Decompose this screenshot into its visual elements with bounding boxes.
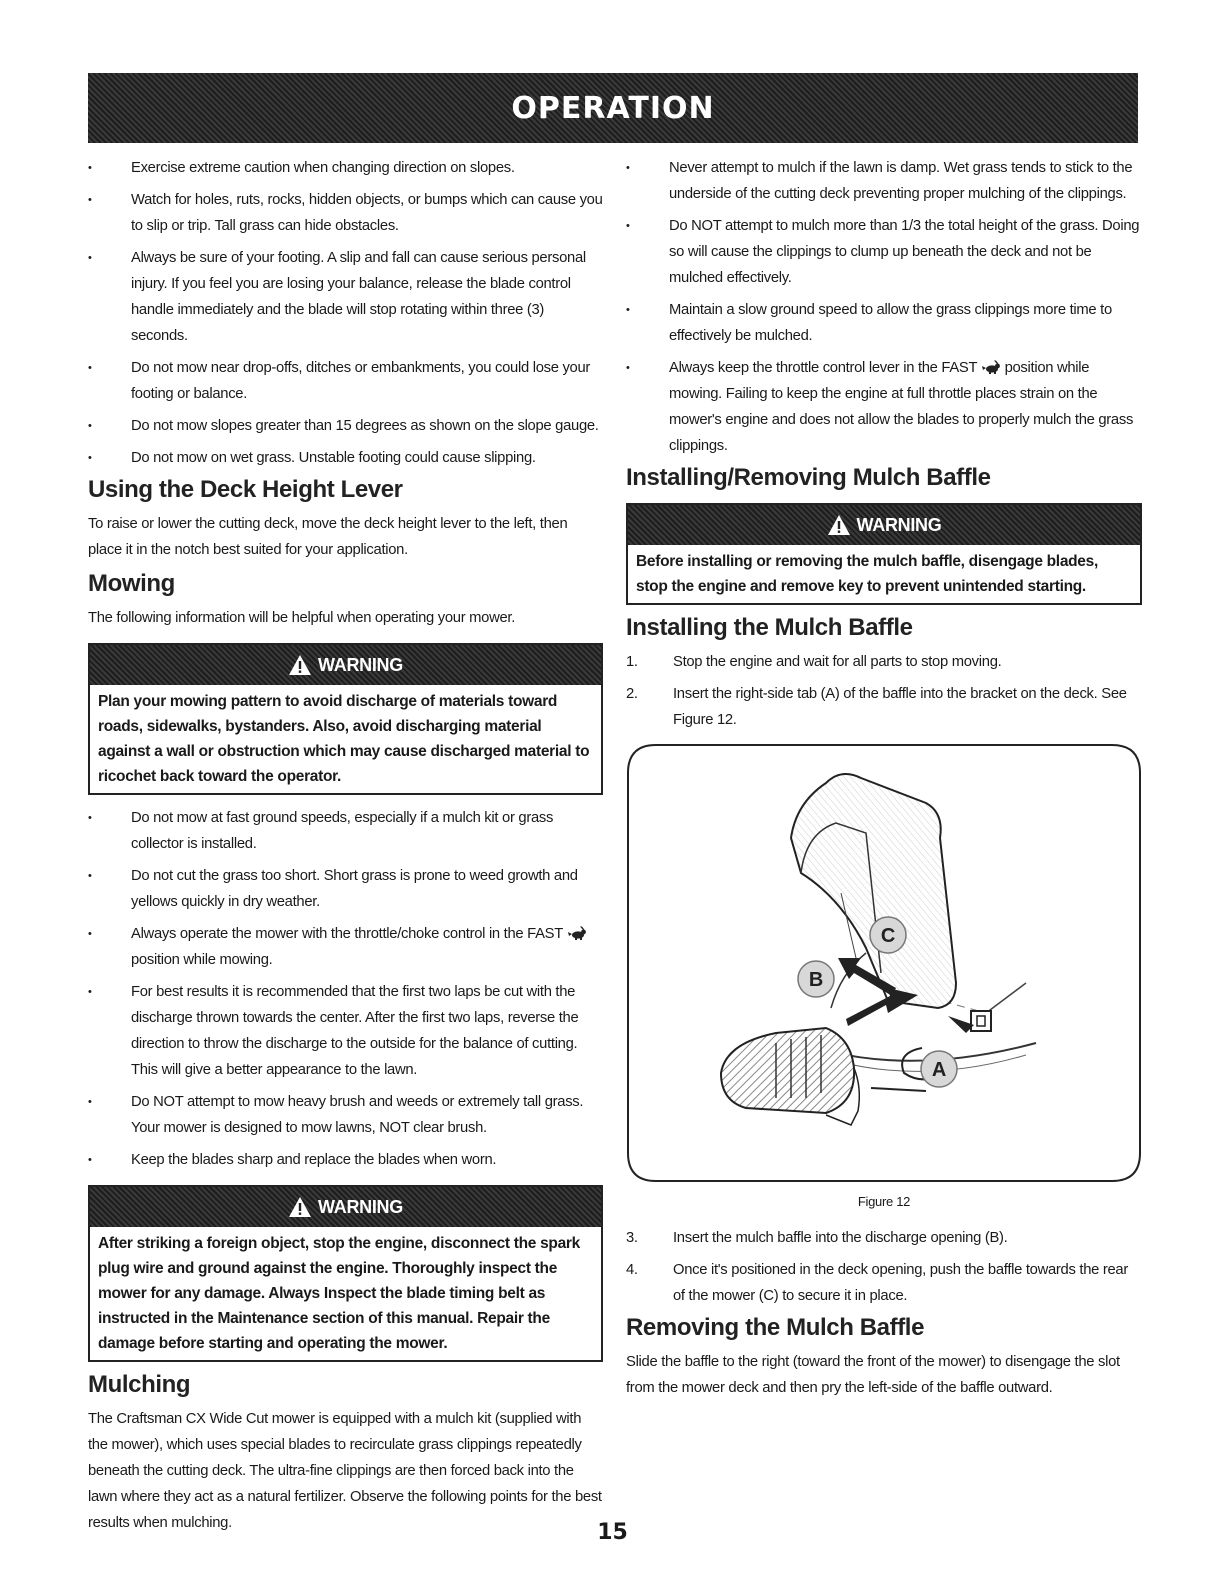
section-banner <box>88 73 1138 143</box>
list-item: • Do not mow on wet grass. Unstable footing could cause slipping. <box>88 445 603 471</box>
list-item-text: position while mowing. Failing to keep the engine at full throttle places strain on the mower's engine and does not allow the blades to properly mulch the grass clippings. <box>669 360 1134 454</box>
warning-box-baffle <box>626 503 1142 605</box>
remove-baffle-heading: Removing the Mulch Baffle <box>626 1314 925 1341</box>
list-item <box>88 921 603 973</box>
step-text: Insert the right-side tab (A) of the baffle into the bracket on the deck. See Figure 12. <box>673 686 1127 728</box>
install-baffle-heading: Installing the Mulch Baffle <box>626 614 913 641</box>
remove-baffle-text: Slide the baffle to the right (toward the front of the mower) to disengage the slot from the mower deck and then pry the left-side of the baffle outward. <box>626 1354 1120 1396</box>
list-item: • Maintain a slow ground speed to allow the grass clippings more time to effectively be mulched. <box>626 297 1142 349</box>
warning-title: WARNING <box>318 655 403 675</box>
warning-title: WARNING <box>318 1197 403 1217</box>
list-item-text: position while mowing. <box>131 952 273 968</box>
list-item <box>626 681 1142 733</box>
list-item: • Do not mow slopes greater than 15 degrees as shown on the slope gauge. <box>88 413 603 439</box>
list-item <box>626 355 1142 459</box>
warning-box-mowing <box>88 643 603 795</box>
list-item-text: Always operate the mower with the throttle/choke control in the FAST <box>131 926 563 942</box>
install-steps-list <box>626 649 1142 733</box>
mulching-heading: Mulching <box>88 1371 191 1398</box>
step-number: 1. <box>626 654 638 670</box>
list-item: • Do not mow near drop-offs, ditches or embankments, you could lose your footing or balance. <box>88 355 603 407</box>
list-item: • Do not mow at fast ground speeds, especially if a mulch kit or grass collector is installed. <box>88 805 603 857</box>
list-item-text: Always keep the throttle control lever in the FAST <box>669 360 977 376</box>
callout-a-label: A <box>931 1059 947 1081</box>
callout-c-label: C <box>880 925 896 947</box>
warning-triangle-icon <box>288 654 312 676</box>
warning-triangle-icon <box>827 514 851 536</box>
list-item <box>626 649 1142 675</box>
mulch-baffle-diagram <box>626 743 1142 1183</box>
warning-text: Before installing or removing the mulch baffle, disengage blades, stop the engine and remove key to prevent unintended starting. <box>636 553 1098 595</box>
list-item <box>626 1225 1142 1251</box>
rabbit-fast-icon <box>981 360 1001 374</box>
mowing-heading: Mowing <box>88 570 175 597</box>
mulching-text: The Craftsman CX Wide Cut mower is equipped with a mulch kit (supplied with the mower), which uses special blades to recirculate grass clippings repeatedly beneath the cutting deck. The ultra-fine clippings are then forced back into the lawn where they act as a natural fertilizer. Observe the following points for the best results when mulching. <box>88 1411 602 1531</box>
list-item: • Always be sure of your footing. A slip and fall can cause serious personal injury. If you feel you are losing your balance, release the blade control handle immediately and the blade will stop rotating within three (3) seconds. <box>88 245 603 349</box>
right-column <box>626 155 1142 1409</box>
step-text: Insert the mulch baffle into the discharge opening (B). <box>673 1230 1008 1246</box>
warning-header <box>628 505 1140 545</box>
list-item <box>626 1257 1142 1309</box>
list-item: • Keep the blades sharp and replace the blades when worn. <box>88 1147 603 1173</box>
deck-height-text: To raise or lower the cutting deck, move the deck height lever to the left, then place it in the notch best suited for your application. <box>88 516 568 558</box>
figure-caption: Figure 12 <box>857 1194 911 1209</box>
callout-c <box>870 917 906 953</box>
mowing-bullet-list <box>88 805 603 1173</box>
warning-text: After striking a foreign object, stop the engine, disconnect the spark plug wire and ground against the engine. Thoroughly inspect the mower for any damage. Always Inspect the blade timing belt as instructed in the Maintenance section of this manual. Repair the damage before starting and operating the mower. <box>98 1235 580 1352</box>
deck-height-heading: Using the Deck Height Lever <box>88 476 403 503</box>
callout-b-label: B <box>808 969 824 991</box>
warning-box-foreign-object <box>88 1185 603 1362</box>
list-item: • Do not cut the grass too short. Short grass is prone to weed growth and yellows quickly in dry weather. <box>88 863 603 915</box>
mulch-bullet-list <box>626 155 1142 459</box>
step-number: 3. <box>626 1230 638 1246</box>
page-number: 15 <box>597 1520 628 1545</box>
list-item: • Exercise extreme caution when changing direction on slopes. <box>88 155 603 181</box>
warning-header <box>90 645 601 685</box>
install-steps-list-continued <box>626 1225 1142 1309</box>
warning-title: WARNING <box>856 515 942 535</box>
list-item: • Do NOT attempt to mow heavy brush and weeds or extremely tall grass. Your mower is designed to mow lawns, NOT clear brush. <box>88 1089 603 1141</box>
warning-text: Plan your mowing pattern to avoid discharge of materials toward roads, sidewalks, bystanders. Also, avoid discharging material against a wall or obstruction which may cause discharged material to ricochet back toward the operator. <box>98 693 590 785</box>
callout-a <box>921 1051 957 1087</box>
callout-b <box>798 961 834 997</box>
step-number: 2. <box>626 686 638 702</box>
left-column <box>88 155 603 1544</box>
step-text: Once it's positioned in the deck opening, push the baffle towards the rear of the mower (C) to secure it in place. <box>673 1262 1128 1304</box>
safety-bullet-list <box>88 155 603 471</box>
list-item: • Do NOT attempt to mulch more than 1/3 the total height of the grass. Doing so will cause the clippings to clump up beneath the deck and not be mulched effectively. <box>626 213 1142 291</box>
section-title: OPERATION <box>511 90 715 126</box>
list-item: • For best results it is recommended that the first two laps be cut with the discharge thrown towards the center. After the first two laps, reverse the direction to throw the discharge to the outside for the balance of cutting. This will give a better appearance to the lawn. <box>88 979 603 1083</box>
rabbit-fast-icon <box>567 926 587 940</box>
list-item: • Watch for holes, ruts, rocks, hidden objects, or bumps which can cause you to slip or trip. Tall grass can hide obstacles. <box>88 187 603 239</box>
warning-header <box>90 1187 601 1227</box>
list-item: • Never attempt to mulch if the lawn is damp. Wet grass tends to stick to the underside of the cutting deck preventing proper mulching of the clippings. <box>626 155 1142 207</box>
step-text: Stop the engine and wait for all parts to stop moving. <box>673 654 1002 670</box>
warning-triangle-icon <box>288 1196 312 1218</box>
mulch-baffle-heading: Installing/Removing Mulch Baffle <box>626 464 991 491</box>
figure-12-illustration <box>626 743 1142 1183</box>
mowing-text: The following information will be helpful when operating your mower. <box>88 610 516 626</box>
step-number: 4. <box>626 1262 638 1278</box>
